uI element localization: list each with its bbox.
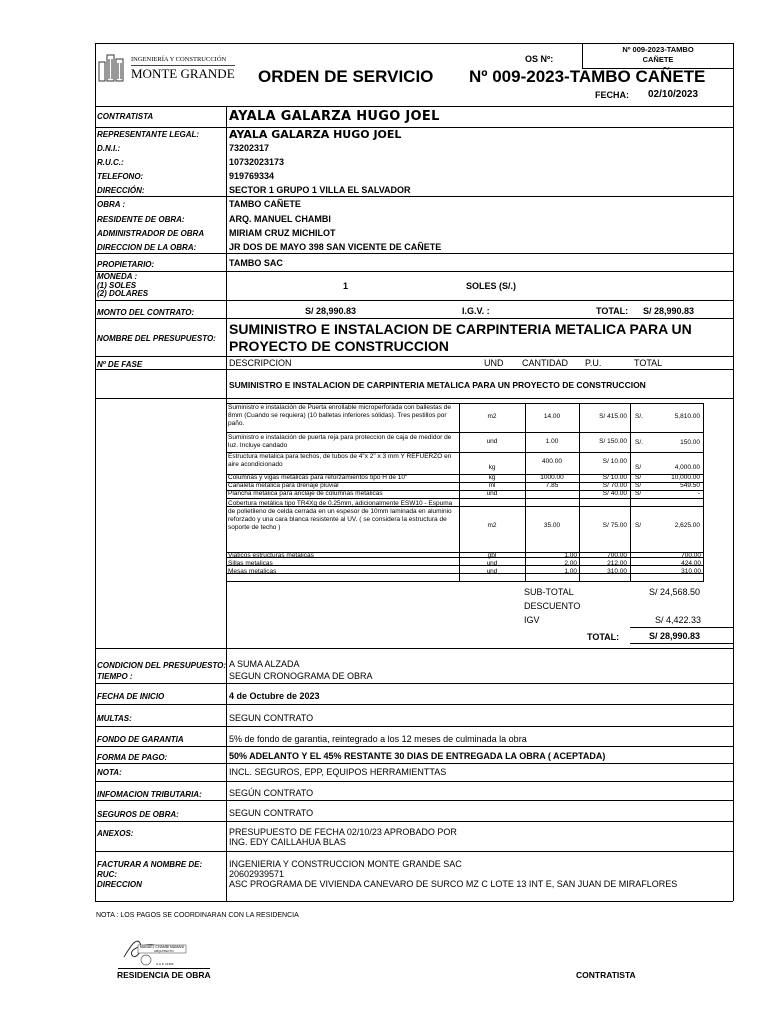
logo-line2: MONTE GRANDE bbox=[131, 66, 235, 81]
garantia-value: 5% de fondo de garantia, reintegrado a los 12 meses de culminada la obra bbox=[229, 734, 527, 744]
moneda-value: 1 bbox=[343, 281, 349, 291]
inicio-label: FECHA DE INICIO bbox=[97, 692, 165, 701]
contratista-footer-label: CONTRATISTA bbox=[576, 970, 636, 980]
obra-value: TAMBO CAÑETE bbox=[229, 199, 301, 209]
fecha-value: 02/10/2023 bbox=[648, 89, 699, 100]
nota-label: NOTA: bbox=[97, 768, 122, 777]
ruc-value: 10732023173 bbox=[229, 157, 285, 167]
obra-label: OBRA : bbox=[97, 200, 126, 209]
items-grid: Suministro e instalación de Puerta enrollable microperforada con ballestas de 8mm (Cuando se requiera) (10 balletas inferiores sólidas). Tres pestillos por paño. m2 14.00 S/ 415.00 S/. 5,810.00 Suministro e instalación de puerta reja para proteccion de caja de medidor de luz. Incluye candado und 1.00 S/ 150.00 S/. 150.00 Estructura metalica para techos, de tubos de 4"x 2" x 3 mm Y REFUERZO en aire acondicionado kg 400.00 S/ 10.00 S/ 4,000.00 Columnas y vigas metalicas para reforzamientos tipo H de 10" kg 1000.00 S/ 10.00 S/ 10,000.00 Canaleta metalica para drenaje pluvial ml 7.85 S/ 70.00 S/ 549.50 Plancha metalica para anclaje de columnas metalicas und S/ 40.00 S/ - Cobertura metálica tipo TR4Xg de 0.25mm, adicionalmente ESW10 - Espuma de polietileno de celda cerrada en un espesor de 10mm laminada en aluminio reforzado y una cara blanca resistente al UV. ( se considera la estructura de soporte de techo ) m2 35.00 S/ 75.00 S/ 2,625.00 Viaticos estructuras metalicas gbl 1.00 700.00 700.00 Sillas metalicas und 2.00 212.00 424.00 Mesas metalicas und 1.00 310.00 310.00 bbox=[226, 403, 704, 581]
total-label: TOTAL: bbox=[596, 306, 629, 316]
moneda-name: SOLES (S/.) bbox=[466, 281, 517, 291]
residencia-label: RESIDENCIA DE OBRA bbox=[117, 970, 211, 980]
col-header-cantidad: CANTIDAD bbox=[522, 358, 569, 368]
tributaria-value: SEGÚN CONTRATO bbox=[229, 788, 314, 798]
fecha-label: FECHA: bbox=[595, 90, 629, 100]
direccion-label: DIRECCIÓN: bbox=[97, 186, 145, 195]
os-label: OS Nº: bbox=[525, 54, 554, 64]
moneda-label: MONEDA : (1) SOLES (2) DOLARES bbox=[97, 272, 149, 298]
monto-value: S/ 28,990.83 bbox=[305, 306, 357, 316]
igv-table-label: IGV bbox=[524, 615, 540, 625]
os-number-big: Nº 009-2023-TAMBO CAÑETE bbox=[469, 67, 706, 86]
contratista-value: AYALA GALARZA HUGO JOEL bbox=[229, 109, 440, 124]
anexos-value: PRESUPUESTO DE FECHA 02/10/23 APROBADO POR ING. EDY CAILLAHUA BLAS bbox=[229, 827, 457, 847]
dni-label: D.N.I.: bbox=[97, 144, 121, 153]
residente-value: ARQ. MANUEL CHAMBI bbox=[229, 214, 331, 224]
multas-value: SEGUN CONTRATO bbox=[229, 713, 314, 723]
table-total-label: TOTAL: bbox=[587, 632, 620, 642]
subtotal-label: SUB-TOTAL bbox=[524, 587, 574, 597]
telefono-value: 919769334 bbox=[229, 171, 275, 181]
igv-label: I.G.V. : bbox=[462, 306, 490, 316]
facturar-value: INGENIERIA Y CONSTRUCCION MONTE GRANDE SAC 20602939571 ASC PROGRAMA DE VIVIENDA CANEVARO DE SURCO MZ C LOTE 13 INT E, SAN JUAN DE MIRAFLORES bbox=[229, 859, 678, 889]
os-number-box: Nº 009-2023-TAMBO CAÑETE bbox=[582, 43, 734, 69]
seguros-value: SEGUN CONTRATO bbox=[229, 808, 314, 818]
tiempo-value: SEGUN CRONOGRAMA DE OBRA bbox=[229, 671, 373, 681]
seguros-label: SEGUROS DE OBRA: bbox=[97, 810, 179, 819]
nota-value: INCL. SEGUROS, EPP, EQUIPOS HERRAMIENTTAS bbox=[229, 767, 447, 777]
pago-label: FORMA DE PAGO: bbox=[97, 753, 168, 762]
subtotal-value: S/ 24,568.50 bbox=[649, 587, 701, 597]
col-header-total: TOTAL bbox=[634, 358, 663, 368]
propietario-label: PROPIETARIO: bbox=[97, 260, 155, 269]
tributaria-label: INFOMACION TRIBUTARIA: bbox=[97, 790, 202, 799]
table-total-value: S/ 28,990.83 bbox=[649, 631, 701, 641]
logo-line1: INGENIERÍA Y CONSTRUCCIÓN bbox=[131, 56, 227, 63]
page-title: ORDEN DE SERVICIO bbox=[258, 67, 434, 86]
descuento-label: DESCUENTO bbox=[524, 601, 581, 611]
signature-stamp: MANUEL CHAMBI MAMANI ARQUITECTO C.A.P. 21300 bbox=[118, 933, 208, 969]
col-header-pu: P.U. bbox=[585, 358, 602, 368]
col-header-und: UND bbox=[484, 358, 504, 368]
administrador-label: ADMINISTRADOR DE OBRA bbox=[97, 229, 205, 238]
company-logo bbox=[98, 52, 235, 84]
footer-note: NOTA : LOS PAGOS SE COORDINARAN CON LA RESIDENCIA bbox=[96, 912, 299, 919]
garantia-label: FONDO DE GARANTIA bbox=[97, 735, 184, 744]
facturar-label: FACTURAR A NOMBRE DE: RUC: DIRECCION bbox=[97, 860, 203, 889]
igv-table-value: S/ 4,422.33 bbox=[655, 615, 702, 625]
direccion-obra-value: JR DOS DE MAYO 398 SAN VICENTE DE CAÑETE bbox=[229, 242, 442, 252]
section-title: SUMINISTRO E INSTALACION DE CARPINTERIA METALICA PARA UN PROYECTO DE CONSTRUCCION bbox=[229, 380, 646, 390]
inicio-value: 4 de Octubre de 2023 bbox=[229, 691, 320, 701]
multas-label: MULTAS: bbox=[97, 714, 132, 723]
contratista-label: CONTRATISTA bbox=[97, 112, 154, 121]
tiempo-label: TIEMPO : bbox=[97, 672, 133, 681]
condicion-label: CONDICION DEL PRESUPUESTO: bbox=[97, 661, 227, 670]
telefono-label: TELEFONO: bbox=[97, 172, 144, 181]
propietario-value: TAMBO SAC bbox=[229, 258, 283, 268]
administrador-value: MIRIAM CRUZ MICHILOT bbox=[229, 228, 336, 238]
presupuesto-label: NOMBRE DEL PRESUPUESTO: bbox=[97, 334, 216, 343]
direccion-value: SECTOR 1 GRUPO 1 VILLA EL SALVADOR bbox=[229, 185, 411, 195]
residente-label: RESIDENTE DE OBRA: bbox=[97, 215, 185, 224]
anexos-label: ANEXOS: bbox=[97, 829, 134, 838]
direccion-obra-label: DIRECCION DE LA OBRA: bbox=[97, 243, 197, 252]
total-value: S/ 28,990.83 bbox=[643, 306, 695, 316]
building-icon bbox=[98, 52, 128, 82]
pago-value: 50% ADELANTO Y EL 45% RESTANTE 30 DIAS DE ENTREGADA LA OBRA ( ACEPTADA) bbox=[229, 751, 606, 761]
col-header-descripcion: DESCRIPCION bbox=[229, 358, 292, 368]
presupuesto-value: SUMINISTRO E INSTALACION DE CARPINTERIA METALICA PARA UN PROYECTO DE CONSTRUCCION bbox=[229, 321, 692, 354]
ruc-label: R.U.C.: bbox=[97, 158, 124, 167]
dni-value: 73202317 bbox=[229, 143, 270, 153]
representante-label: REPRESENTANTE LEGAL: bbox=[97, 130, 200, 139]
condicion-value: A SUMA ALZADA bbox=[229, 659, 300, 669]
monto-label: MONTO DEL CONTRATO: bbox=[97, 308, 195, 317]
representante-value: AYALA GALARZA HUGO JOEL bbox=[229, 128, 402, 141]
fase-label: Nº DE FASE bbox=[97, 360, 143, 369]
